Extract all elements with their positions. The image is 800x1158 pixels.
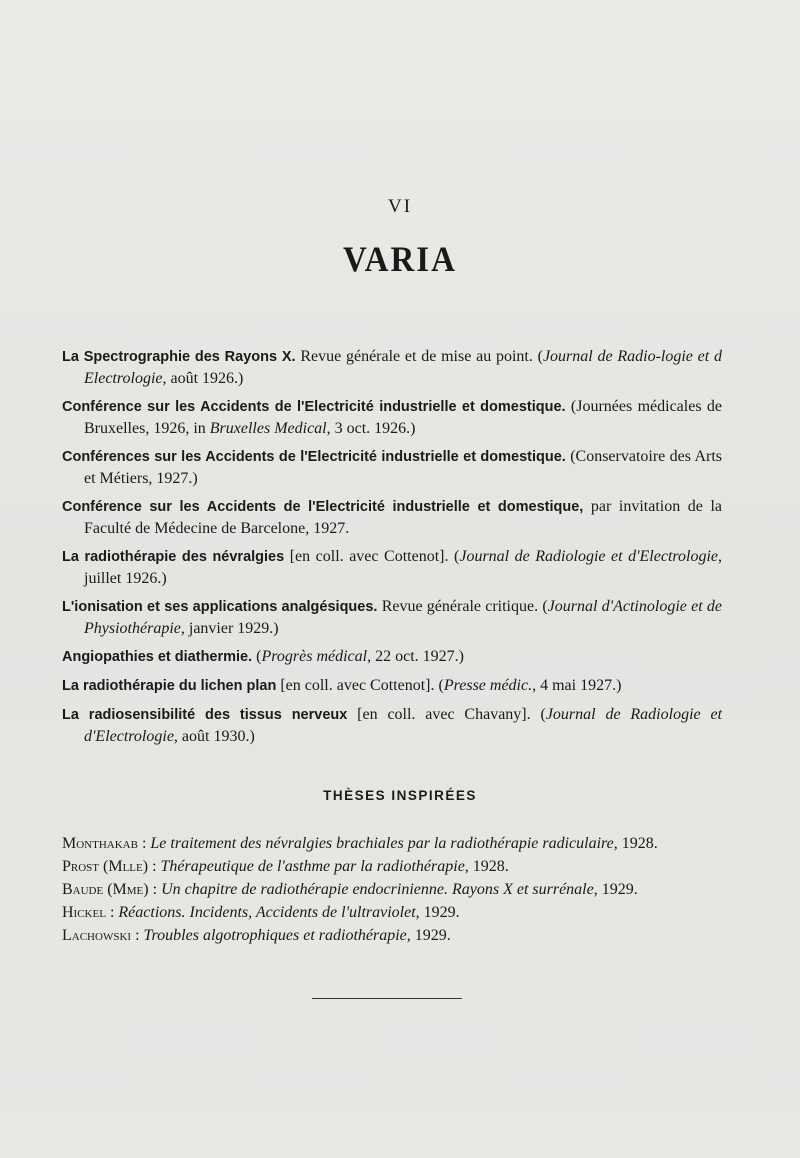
entry-text: par invitation de la Faculté de Médecine de Barcelone, 1927. <box>84 498 722 537</box>
entry-title: Angiopathies et diathermie. <box>62 649 253 665</box>
publication-entry <box>62 546 722 589</box>
thesis-work: Réactions. Incidents, Accidents de l'ultraviolet <box>118 904 416 921</box>
entry-text: [en coll. avec Cottenot]. ( <box>276 677 444 694</box>
entry-text: (Conservatoire des Arts et Métiers, 1927.) <box>84 448 723 487</box>
thesis-author: Monthakab <box>62 835 138 852</box>
thesis-entry <box>62 901 732 924</box>
thesis-sep: : <box>148 858 161 875</box>
thesis-year: , 1929. <box>593 881 638 898</box>
entry-journal: Progrès médical <box>261 648 368 665</box>
entry-title: La radiothérapie des névralgies <box>62 549 285 565</box>
thesis-year: , 1929. <box>415 904 460 921</box>
closing-rule <box>312 998 462 999</box>
thesis-author: Baude (Mme) <box>62 881 149 898</box>
thesis-work: Le traitement des névralgies brachiales par la radiothérapie radiculaire <box>150 835 614 852</box>
entry-journal: Journal d'Actinologie et de Physiothérapie <box>84 598 722 637</box>
entry-title: L'ionisation et ses applications analgésiques. <box>62 599 378 615</box>
entry-tail: , août 1926.) <box>162 370 244 387</box>
publication-entry <box>62 496 722 539</box>
publication-entry <box>62 396 722 439</box>
entry-tail: , 4 mai 1927.) <box>532 677 622 694</box>
entry-journal: Journal de Radiologie et d'Electrologie <box>459 548 719 565</box>
entry-tail: , 22 oct. 1927.) <box>367 648 464 665</box>
entry-text: [en coll. avec Chavany]. ( <box>347 706 546 723</box>
thesis-author: Lachowski <box>62 927 132 944</box>
section-number: VI <box>387 196 413 217</box>
thesis-author: Hickel <box>62 904 106 921</box>
thesis-year: , 1929. <box>406 927 451 944</box>
publication-entry <box>62 704 722 747</box>
publication-entry <box>62 675 722 697</box>
entry-journal: Bruxelles Medical <box>209 420 327 437</box>
theses-list <box>62 832 732 947</box>
thesis-sep: : <box>105 904 119 921</box>
publication-entry <box>62 646 722 668</box>
entry-journal: Journal de Radio-logie et d Electrologie <box>84 348 722 387</box>
thesis-work: Troubles algotrophiques et radiothérapie <box>143 927 407 944</box>
thesis-entry <box>62 832 732 855</box>
entry-title: La Spectrographie des Rayons X. <box>62 349 296 365</box>
entry-title: Conférence sur les Accidents de l'Electricité industrielle et domestique, <box>62 499 584 515</box>
thesis-entry <box>62 924 732 947</box>
thesis-sep: : <box>131 927 144 944</box>
publication-entry <box>62 596 722 639</box>
thesis-entry <box>62 878 732 901</box>
entry-tail: , 3 oct. 1926.) <box>326 420 416 437</box>
entry-title: La radiosensibilité des tissus nerveux <box>62 707 348 723</box>
entry-journal: Presse médic. <box>443 677 533 694</box>
section-title: VARIA <box>343 240 457 280</box>
thesis-work: Thérapeutique de l'asthme par la radiothérapie <box>160 858 465 875</box>
entry-text: Revue générale et de mise au point. ( <box>295 348 543 365</box>
thesis-year: , 1928. <box>464 858 509 875</box>
thesis-year: , 1928. <box>613 835 658 852</box>
thesis-author: Prost (Mlle) <box>62 858 149 875</box>
publication-entry <box>62 446 722 489</box>
entry-tail: , janvier 1929.) <box>180 620 279 637</box>
thesis-sep: : <box>148 881 162 898</box>
entry-title: La radiothérapie du lichen plan <box>62 678 277 694</box>
entry-tail: , août 1930.) <box>173 728 255 745</box>
entry-tail: , juillet 1926.) <box>84 548 723 587</box>
entry-text: ( <box>252 648 262 665</box>
publication-entry <box>62 346 722 389</box>
entry-title: Conférence sur les Accidents de l'Electricité industrielle et domestique. <box>62 399 566 415</box>
thesis-sep: : <box>137 835 151 852</box>
thesis-work: Un chapitre de radiothérapie endocrinienne. Rayons X et surrénale <box>161 881 594 898</box>
entry-text: Revue générale critique. ( <box>377 598 548 615</box>
entry-text: (Journées médicales de Bruxelles, 1926, in <box>84 398 722 437</box>
entry-text: [en coll. avec Cottenot]. ( <box>284 548 460 565</box>
entry-title: Conférences sur les Accidents de l'Electricité industrielle et domestique. <box>62 449 566 465</box>
thesis-entry <box>62 855 732 878</box>
entry-journal: Journal de Radiologie et d'Electrologie <box>84 706 723 745</box>
publication-list <box>62 346 722 754</box>
theses-heading: THÈSES INSPIRÉES <box>323 788 477 803</box>
